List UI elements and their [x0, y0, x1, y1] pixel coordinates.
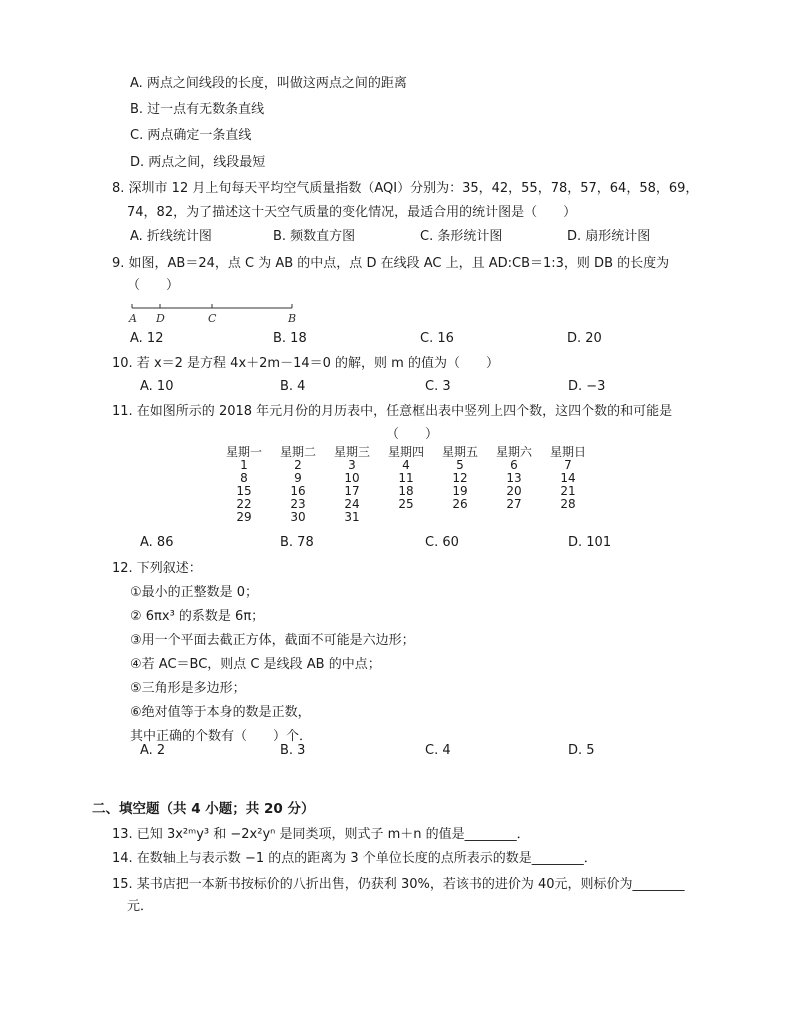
weekday-header: 星期五: [441, 445, 478, 459]
q8-stem-line2: 74，82，为了描述这十天空气质量的变化情况，最适合用的统计图是（ ）: [127, 205, 577, 220]
calendar-cell: 10: [344, 471, 360, 485]
q11-stem-line1: 11. 在如图所示的 2018 年元月份的月历表中，任意框出表中竖列上四个数，这四个数的和可能是: [112, 404, 673, 419]
q9-option-d: D. 20: [567, 331, 602, 346]
calendar-cell: 17: [344, 484, 360, 498]
q12-stem: 12. 下列叙述：: [112, 561, 202, 576]
q7-option-d: D. 两点之间，线段最短: [130, 155, 266, 170]
point-label-a: A: [129, 312, 137, 325]
calendar-cell: 4: [402, 458, 410, 472]
q8-option-c: C. 条形统计图: [420, 229, 503, 244]
q13-stem: 13. 已知 3x²ᵐy³ 和 −2x²yⁿ 是同类项，则式子 m＋n 的值是________．: [112, 827, 530, 842]
calendar-cell: 8: [240, 471, 248, 485]
calendar-cell: 11: [398, 471, 414, 485]
q12-option-c: C. 4: [425, 743, 451, 758]
q9-option-c: C. 16: [420, 331, 454, 346]
q12-conclusion: 其中正确的个数有（ ）个．: [130, 729, 313, 744]
calendar-cell: 1: [240, 458, 248, 472]
calendar-cell: 25: [398, 497, 414, 511]
q14-stem: 14. 在数轴上与表示数 −1 的点的距离为 3 个单位长度的点所表示的数是________．: [112, 851, 597, 866]
weekday-header: 星期一: [225, 445, 262, 459]
calendar-cell: 20: [506, 484, 522, 498]
q11-option-c: C. 60: [425, 535, 459, 550]
q12-option-d: D. 5: [568, 743, 595, 758]
q9-stem-line1: 9. 如图，AB＝24，点 C 为 AB 的中点，点 D 在线段 AC 上，且 AD:CB＝1:3，则 DB 的长度为: [112, 256, 670, 271]
q7-option-c: C. 两点确定一条直线: [130, 128, 252, 143]
q12-statement: ② 6πx³ 的系数是 6π；: [130, 609, 265, 624]
calendar-cell: 13: [506, 471, 522, 485]
weekday-header: 星期四: [387, 445, 424, 459]
calendar-cell: 19: [452, 484, 468, 498]
calendar-cell: 5: [456, 458, 464, 472]
calendar-cell: 2: [294, 458, 302, 472]
q12-statement: ③用一个平面去截正方体，截面不可能是六边形；: [130, 633, 415, 648]
calendar-cell: 6: [510, 458, 518, 472]
q10-option-d: D. −3: [568, 379, 606, 394]
calendar-cell: 24: [344, 497, 360, 511]
point-label-c: C: [208, 312, 217, 325]
calendar-cell: 15: [236, 484, 252, 498]
calendar-cell: 22: [236, 497, 252, 511]
q12-statement: ④若 AC＝BC，则点 C 是线段 AB 的中点；: [130, 657, 381, 672]
weekday-header: 星期六: [495, 445, 532, 459]
calendar-cell: 28: [560, 497, 576, 511]
weekday-header: 星期三: [333, 445, 370, 459]
q9-stem-line2: （ ）: [127, 278, 180, 293]
calendar-cell: 27: [506, 497, 522, 511]
q12-statement: ①最小的正整数是 0；: [130, 585, 259, 600]
calendar-cell: 18: [398, 484, 414, 498]
q11-option-b: B. 78: [280, 535, 314, 550]
q11-option-d: D. 101: [568, 535, 612, 550]
q8-option-b: B. 频数直方图: [273, 229, 356, 244]
calendar-cell: 14: [560, 471, 576, 485]
q15-stem-line1: 15. 某书店把一本新书按标价的八折出售，仍获利 30%，若该书的进价为 40元，则标价为________: [112, 877, 685, 892]
q7-option-a: A. 两点之间线段的长度，叫做这两点之间的距离: [130, 76, 407, 91]
q12-statement: ⑥绝对值等于本身的数是正数，: [130, 705, 311, 720]
point-label-d: D: [156, 312, 165, 325]
calendar-cell: 30: [290, 510, 306, 524]
calendar-cell: 23: [290, 497, 306, 511]
calendar-cell: 12: [452, 471, 468, 485]
segment-diagram: [124, 300, 304, 326]
q12-option-a: A. 2: [140, 743, 166, 758]
calendar-cell: 26: [452, 497, 468, 511]
q9-option-a: A. 12: [130, 331, 164, 346]
calendar-cell: 31: [344, 510, 360, 524]
q10-option-b: B. 4: [280, 379, 306, 394]
section-heading: 二、填空题（共 4 小题；共 20 分）: [92, 801, 315, 817]
q10-option-a: A. 10: [140, 379, 174, 394]
q10-option-c: C. 3: [425, 379, 451, 394]
q8-option-d: D. 扇形统计图: [567, 229, 651, 244]
q11-option-a: A. 86: [140, 535, 174, 550]
q10-stem: 10. 若 x＝2 是方程 4x＋2m－14＝0 的解，则 m 的值为（ ）: [112, 356, 499, 371]
weekday-header: 星期二: [279, 445, 316, 459]
weekday-header: 星期日: [549, 445, 586, 459]
q9-option-b: B. 18: [273, 331, 307, 346]
q7-option-b: B. 过一点有无数条直线: [130, 102, 265, 117]
q12-statement: ⑤三角形是多边形；: [130, 681, 246, 696]
calendar-cell: 3: [348, 458, 356, 472]
q12-option-b: B. 3: [280, 743, 306, 758]
point-label-b: B: [288, 312, 297, 325]
calendar-cell: 21: [560, 484, 576, 498]
calendar-cell: 9: [294, 471, 302, 485]
calendar-cell: 7: [564, 458, 572, 472]
q15-stem-line2: 元．: [127, 899, 154, 914]
q11-stem-line2: （ ）: [386, 427, 439, 442]
calendar-table: [216, 446, 596, 528]
calendar-cell: 29: [236, 510, 252, 524]
q8-stem-line1: 8. 深圳市 12 月上旬每天平均空气质量指数（AQI）分别为：35，42，55，78，57，64，58，69，: [112, 181, 699, 196]
calendar-cell: 16: [290, 484, 306, 498]
q8-option-a: A. 折线统计图: [130, 229, 212, 244]
